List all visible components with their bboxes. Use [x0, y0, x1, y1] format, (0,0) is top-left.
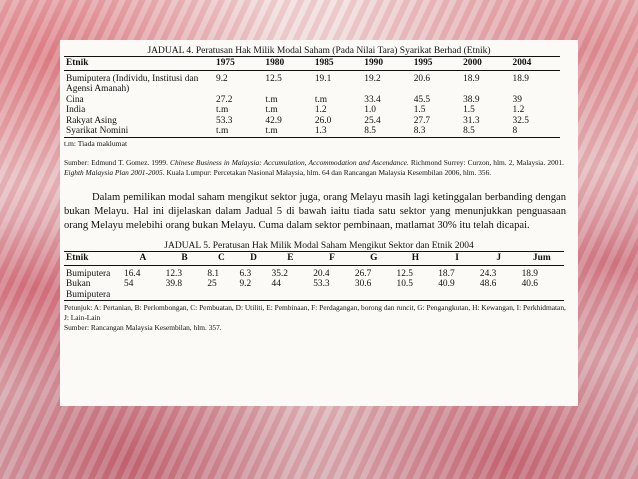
table-cell: 30.6 — [353, 279, 395, 301]
table-cell: t.m — [314, 94, 328, 105]
table-cell: 8.5 — [461, 126, 510, 137]
table-row — [64, 269, 564, 280]
row-label: Rakyat Asing — [66, 115, 117, 126]
table-cell: t.m — [263, 126, 312, 137]
table-row — [64, 105, 560, 116]
table-cell: 19.2 — [364, 73, 381, 84]
table5-header: Etnik — [64, 252, 122, 266]
table4-header: 1995 — [412, 57, 461, 71]
table4-header-row — [64, 57, 560, 71]
table-cell: 26.7 — [354, 268, 372, 279]
table-cell: 1.0 — [364, 105, 376, 116]
table-cell: 32.5 — [512, 115, 529, 126]
table-cell: 27.7 — [413, 115, 431, 126]
row-label: Bukan Bumiputera — [64, 279, 122, 301]
table-cell: 12.3 — [165, 268, 183, 279]
table-cell: 1.3 — [313, 126, 362, 137]
source-text: Kuala Lumpur: Percetakan Nasional Malaysia, hlm. 64 dan Rancangan Malaysia Kesembilan 2006, hlm. 356. — [164, 167, 492, 177]
table-cell: 53.3 — [311, 279, 353, 301]
table-cell: 18.9 — [463, 73, 480, 84]
table-cell: 1.5 — [413, 105, 426, 116]
table-cell: 18.9 — [521, 268, 538, 279]
table5-legend — [64, 303, 568, 333]
document-page — [60, 40, 578, 406]
table-cell: 33.4 — [364, 94, 381, 105]
table5-header: J — [478, 252, 520, 266]
table-row — [64, 95, 560, 106]
table5-header: A — [122, 252, 164, 266]
table-cell: 6.3 — [239, 268, 252, 279]
table-cell: 44 — [270, 279, 312, 301]
table5-header-row — [64, 252, 564, 266]
table-cell: t.m — [216, 105, 229, 116]
table-cell: 8 — [511, 126, 560, 137]
table4 — [64, 56, 560, 138]
table-row — [64, 279, 564, 301]
source-text: Sumber: Edmund T. Gomez. 1999. — [64, 157, 171, 167]
table4-header: 1975 — [214, 57, 263, 71]
table5-title: JADUAL 5. Peratusan Hak Milik Modal Saham Mengikut Sektor dan Etnik 2004 — [164, 241, 474, 252]
source-book-title: Chinese Business in Malaysia: Accumulation, Accommodation and Ascendance. — [170, 157, 409, 167]
table5 — [64, 251, 564, 301]
table4-title: JADUAL 4. Peratusan Hak Milik Modal Saham (Pada Nilai Tara) Syarikat Berhad (Etnik) — [147, 46, 491, 56]
row-label: Syarikat Nomini — [64, 126, 214, 137]
table-cell: 26.0 — [314, 115, 332, 126]
row-label: Cina — [66, 94, 84, 105]
table-cell: 35.2 — [271, 268, 288, 279]
table-cell: 12.5 — [265, 73, 282, 84]
table-cell: t.m — [265, 105, 278, 116]
table4-header: 2000 — [461, 57, 510, 71]
table-cell: 40.6 — [520, 279, 564, 301]
table-cell: 48.6 — [478, 279, 520, 301]
table-cell: 39.8 — [164, 279, 206, 301]
table-cell: t.m — [214, 126, 263, 137]
table-cell: 18.7 — [438, 268, 455, 279]
paragraph-text: Dalam pemilikan modal saham mengikut sektor juga, orang Melayu masih lagi ketinggalan berbanding dengan bukan Melayu. Hal ini dijelaskan dalam Jadual 5 di bawah iaitu tiada satu sektor yang menunjukkan penguasaan orang Melayu melebihi orang bukan Melayu. Cuma dalam sektor pembinaan, matlamat 30% itu telah dicapai. — [64, 191, 566, 232]
table-cell: 12.5 — [396, 268, 413, 279]
table4-header: 1990 — [362, 57, 411, 71]
table-cell: 24.3 — [479, 268, 497, 279]
table-cell: 20.4 — [313, 268, 330, 279]
table4-note: t.m: Tiada maklumat — [64, 138, 128, 148]
table-cell: 38.9 — [463, 94, 480, 105]
table-cell: 31.3 — [463, 115, 480, 126]
table-cell: 8.1 — [207, 268, 220, 279]
table-cell: 20.6 — [413, 73, 431, 84]
table5-header: G — [353, 252, 395, 266]
row-label: Bumiputera (Individu, Institusi dan Agensi Amanah) — [66, 73, 199, 95]
table-cell: 1.2 — [512, 105, 525, 116]
table-cell: 9.2 — [216, 73, 228, 84]
table-cell: 27.2 — [216, 94, 233, 105]
table-cell: 45.5 — [413, 94, 431, 105]
table-cell: 42.9 — [265, 115, 282, 126]
table5-header: C — [205, 252, 237, 266]
table5-header: F — [311, 252, 353, 266]
table-cell: 8.5 — [362, 126, 411, 137]
table-row — [64, 116, 560, 127]
table-cell: t.m — [265, 94, 278, 105]
table-cell: 25 — [205, 279, 237, 301]
table4-header: 1980 — [263, 57, 312, 71]
table5-source: Sumber: Rancangan Malaysia Kesembilan, hlm. 357. — [64, 323, 222, 333]
table4-source — [64, 158, 564, 178]
table5-header: H — [395, 252, 437, 266]
table-cell: 16.4 — [124, 268, 141, 279]
table-cell: 19.1 — [314, 73, 332, 84]
table-cell: 40.9 — [436, 279, 478, 301]
table-cell: 10.5 — [395, 279, 437, 301]
table-row — [64, 126, 560, 137]
legend-text: Petunjuk: A: Pertanian, B: Perlombongan, C: Pembuatan, D: Utiliti, E: Pembinaan, F: Perdagangan, borong dan runcit, G: Pengangkutan, H: Kewangan, I: Perkhidmatan, J: Lain-Lain — [64, 303, 566, 323]
table5-header: B — [164, 252, 206, 266]
table5-header: Jum — [520, 252, 564, 266]
table5-header: E — [270, 252, 312, 266]
table-cell: 39 — [512, 94, 522, 105]
table-cell: 1.5 — [463, 105, 475, 116]
body-paragraph — [64, 191, 566, 234]
table4-header: 1985 — [313, 57, 362, 71]
table5-header: I — [436, 252, 478, 266]
table-cell: 18.9 — [512, 73, 529, 84]
table4-header: Etnik — [64, 57, 214, 71]
table-row — [64, 74, 560, 95]
table-cell: 54 — [122, 279, 164, 301]
table5-header: D — [237, 252, 269, 266]
table4-header: 2004 — [511, 57, 560, 71]
table-cell: 9.2 — [237, 279, 269, 301]
source-text: Richmond Surrey: Curzon, hlm. 2, Malaysia. 2001. — [408, 157, 565, 167]
table-cell: 25.4 — [364, 115, 381, 126]
table-cell: 53.3 — [216, 115, 233, 126]
source-book-title: Eighth Malaysia Plan 2001-2005. — [64, 167, 165, 177]
row-label: India — [66, 105, 86, 116]
table-cell: 8.3 — [412, 126, 461, 137]
row-label: Bumiputera — [66, 268, 111, 279]
table-cell: 1.2 — [314, 105, 327, 116]
